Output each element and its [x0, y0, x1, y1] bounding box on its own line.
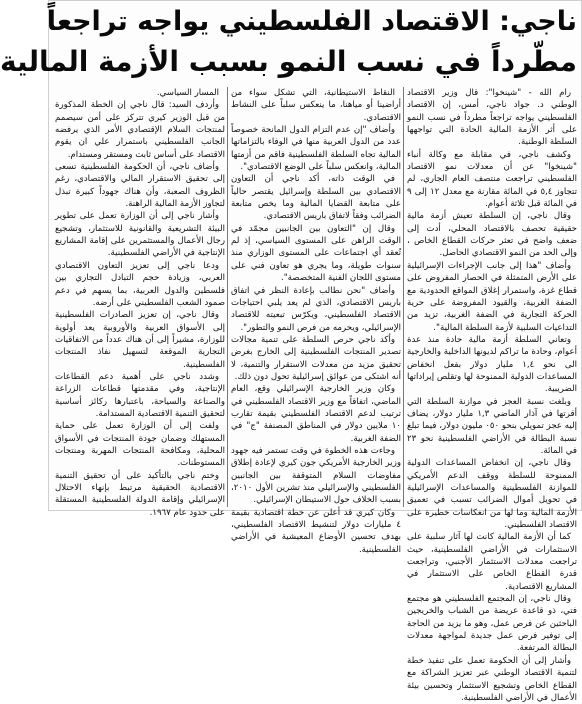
article-paragraph: وأضاف "نحن نطالب بإعادة النظر في اتفاق باريس الاقتصادي، الذي لم يعد يلبي احتياجات الاقتصاد الفلسطيني، ويكرّس تبعيته للاقتصاد الإسرائيلي، ويحرمه من فرص النمو والتطور". — [231, 285, 401, 333]
article-paragraph: وأردف السيد: قال ناجي إن الخطة المذكورة من قبل الوزير كيري تتركز على أمن سيصمم لمنتجات السلام الإقتصادي الأمر الذي يرفضه الجانب الفلسطيني باستمرار علي ان يقوم الاقتصاد على أساس ثابت ومستقر ومستدام. — [55, 100, 225, 160]
article-paragraph: وكان كيري قد أعلن عن خطة اقتصادية بقيمة ٤ مليارات دولار لتنشيط الاقتصاد الفلسطيني، بهدف تحسين الأوضاع المعيشية في الأراضي الفلسطينية. — [231, 507, 401, 555]
article-paragraph: وأضاف "هذا إلى جانب الإجراءات الإسرائيلية على الأرض المتمثلة في الحصار المفروض على قطاع غزة، واستمرار إغلاق المواقع الحدودية مع الضفة الغربية، والقيود المفروضة على حرية الحركة التجارية في الضفة الغربية، تزيد من التداعيات السلبية لأزمة السلطة المالية". — [407, 260, 577, 333]
article-paragraph: وأضاف ناجي، أن الحكومة الفلسطينية تسعى إلى تحقيق الاستقرار المالي والاقتصادي، رغم الظروف الصعبة، وأن هناك جهوداً كبيرة تبذل لتجاوز الأزمة المالية الراهنة. — [55, 162, 225, 210]
column-divider — [403, 87, 404, 507]
column-divider — [227, 87, 228, 507]
article-paragraph: المسار السياسي. — [156, 88, 219, 98]
article-paragraph: وأشار إلى أن الحكومة تعمل على تنفيذ خطة لتنمية الاقتصاد الوطني عبر تعزيز الشراكة مع القطاع الخاص وتشجيع الاستثمار وتحسين بيئة الأعمال في الأراضي الفلسطينية. — [407, 655, 577, 703]
article-paragraph: وكشف ناجي، في مقابلة مع وكالة أنباء "شينخوا" عن أن معدلات نمو الاقتصاد الفلسطيني تراجعت منتصف العام الجاري، لم تتجاوز ٥,٤ في المائة مقارنة مع معدل ١٢ إلى ٩ في المائة قبل ثلاثة أعوام. — [407, 149, 577, 210]
article-paragraph: كما أن الأزمة المالية كانت لها آثار سلبية على الاستثمارات في الأراضي الفلسطينية، حيث تراجعت معدلات الاستثمار الأجنبي، وتراجعت قدرة القطاع الخاص على الاستثمار في المشاريع الاقتصادية. — [407, 532, 577, 592]
article-paragraph: وقال ناجي، إن المجتمع الفلسطيني هو مجتمع فتي، ذو قاعدة عريضة من الشباب والخريجين الباحثين عن فرص عمل، وهو ما يزيد من الحاجة إلى توفير فرص عمل جديدة لمواجهة معدلات البطالة المرتفعة. — [407, 594, 577, 654]
article-column-2 — [231, 87, 401, 555]
headline-line-1: ناجي: الاقتصاد الفلسطيني يواجه تراجعاً — [46, 6, 577, 37]
article-paragraph: ودعا ناجي إلى تعزيز التعاون الاقتصادي العربي، وزيادة حجم التبادل التجاري بين فلسطين والدول العربية، بما يسهم في دعم صمود الشعب الفلسطيني على أرضه. — [55, 260, 225, 308]
article-paragraph: وقال ناجي، إن انخفاض المساعدات الدولية الممنوحة للسلطة ووقف الدعم الأمريكي للموازنة الفلسطينية والمساعدات الإسرائيلية في تحويل أموال الضرائب تسبب في تعميق الأزمة المالية وما لها من انعكاسات خطيرة على الاقتصاد الفلسطيني. — [407, 458, 577, 531]
article-paragraph: النقاط الاستيطانية، التي تشكل سواء من أراضينا أو مياهنا، ما ينعكس سلباً على النشاط الاقتصادي. — [231, 88, 401, 123]
article-paragraph: ولفت إلى أن الوزارة تعمل على حماية المستهلك وضمان جودة المنتجات في الأسواق المحلية، ومكافحة المنتجات المهربة ومنتجات المستوطنات. — [55, 421, 225, 469]
article-column-3 — [55, 87, 225, 518]
article-paragraph: وقال ناجي، إن تعزيز الصادرات الفلسطينية إلى الأسواق العربية والأوروبية يعد أولوية للوزارة، مشيراً إلى أن هناك عدداً من الاتفاقيات التجارية الموقعة لتسهيل نفاذ المنتجات الفلسطينية. — [55, 310, 225, 370]
article-paragraph: رام الله - "شينخوا": قال وزير الاقتصاد الوطني د. جواد ناجي، أمس، إن الاقتصاد الفلسطيني يواجه تراجعاً مطرداً في نسب النمو على أثر الأزمة المالية الحادة التي تواجهها السلطة الوطنية. — [407, 88, 577, 148]
article-paragraph: وقال إن "التعاون بين الجانبين مجمّد في الوقت الراهن على المستوى السياسي، إذ لم تُعقد أي اجتماعات على المستوى الوزاري منذ سنوات طويلة، وما يجري هو تعاون فني على مستوى اللجان الفنية المتخصصة". — [231, 223, 401, 284]
article-paragraph: وتعاني السلطة أزمة مالية حادة منذ عدة أعوام، وحادة ما تراكم لديونها الداخلية والخارجية الى نحو ١,٤ مليار دولار بفعل انخفاض المساعدات الدولية الممنوحة لها وتقلص إيراداتها الضريبية. — [407, 334, 578, 395]
article-paragraph: وأشار ناجي إلى أن الوزارة تعمل على تطوير البيئة التشريعية والقانونية للاستثمار، وتشجيع رجال الأعمال والمستثمرين على إقامة المشاريع الإنتاجية في الأراضي الفلسطينية. — [55, 211, 225, 259]
article-paragraph: وكان وزير الخارجية الإسرائيلي وقع، العام الماضي، اتفاقاً مع وزير الاقتصاد الفلسطيني في ترتيب لدعم الاقتصاد الفلسطيني بقيمة تقارب ١٠ ملايين دولار في المناطق المصنفة "ج" في الضفة الغربية. — [231, 384, 401, 444]
article-paragraph: في الوقت ذاته، أكد ناجي أن التعاون الاقتصادي بين السلطة وإسرائيل يقتصر حالياً على متابعة القضايا المالية وما يخص متابعة الضرائب وفقاً لاتفاق باريس الاقتصادي. — [231, 174, 401, 222]
article-paragraph: وختم ناجي بالتأكيد على أن تحقيق التنمية الاقتصادية الحقيقية مرتبط بإنهاء الاحتلال الإسرائيلي وإقامة الدولة الفلسطينية المستقلة على حدود عام ١٩٦٧. — [55, 470, 225, 518]
article-paragraph: وبلغت نسبة العجز في موازنة السلطة التي أقرتها في آذار الماضي ١,٣ مليار دولار، يضاف إليه عجز تمويلي بنحو ٠٥٠ مليون دولار، فيما تبلغ نسبة البطالة في الأراضي الفلسطينية نحو ٢٣ في المائة. — [407, 396, 577, 456]
headline-line-2: مطّرداً في نسب النمو بسبب الأزمة المالية — [0, 45, 577, 78]
article-paragraph: وأكد ناجي حرص السلطة على تنمية مجالات تصدير المنتجات الفلسطينية إلى الخارج بغرض تحقيق مزيد من معدلات الاستقرار والتنمية، لا أنه اشتكى من عوائق إسرائيلية تحول دون ذلك. — [231, 334, 401, 382]
article-paragraph: وقال ناجي، إن السلطة تعيش أزمة مالية حقيقية تحصف بالاقتصاد المحلي، أدت إلى ضعف واضح في تعثر حركات القطاع الخاص ، وإلى الحد من النمو الاقتصادي الحاصل. — [407, 211, 577, 259]
article-columns — [55, 87, 578, 703]
article-paragraph: وشدد ناجي على أهمية دعم القطاعات الإنتاجية، وفي مقدمتها قطاعات الزراعة والصناعة والسياحة، باعتبارها ركائز أساسية لتحقيق التنمية الاقتصادية المستدامة. — [55, 371, 225, 419]
article-paragraph: وجاءت هذه الخطوة في وقت تستمر فيه جهود وزير الخارجية الأمريكي جون كيري لإعادة إطلاق مفاوضات السلام المتوقفة بين الجانبين الفلسطيني والإسرائيلي منذ تشرين الأول ٢٠١٠، بسبب الخلاف حول الاستيطان الإسرائيلي. — [231, 445, 401, 506]
article-column-1 — [407, 87, 578, 703]
article-paragraph: وأضاف "إن عدم التزام الدول المانحة خصوصاً عدد من الدول العربية منها في الوفاء بالتزاماتها المالية تجاه السلطة الفلسطينية فاقم من أزمتها المالية، وانعكس سلباً على الوضع الاقتصادي". — [231, 125, 401, 173]
